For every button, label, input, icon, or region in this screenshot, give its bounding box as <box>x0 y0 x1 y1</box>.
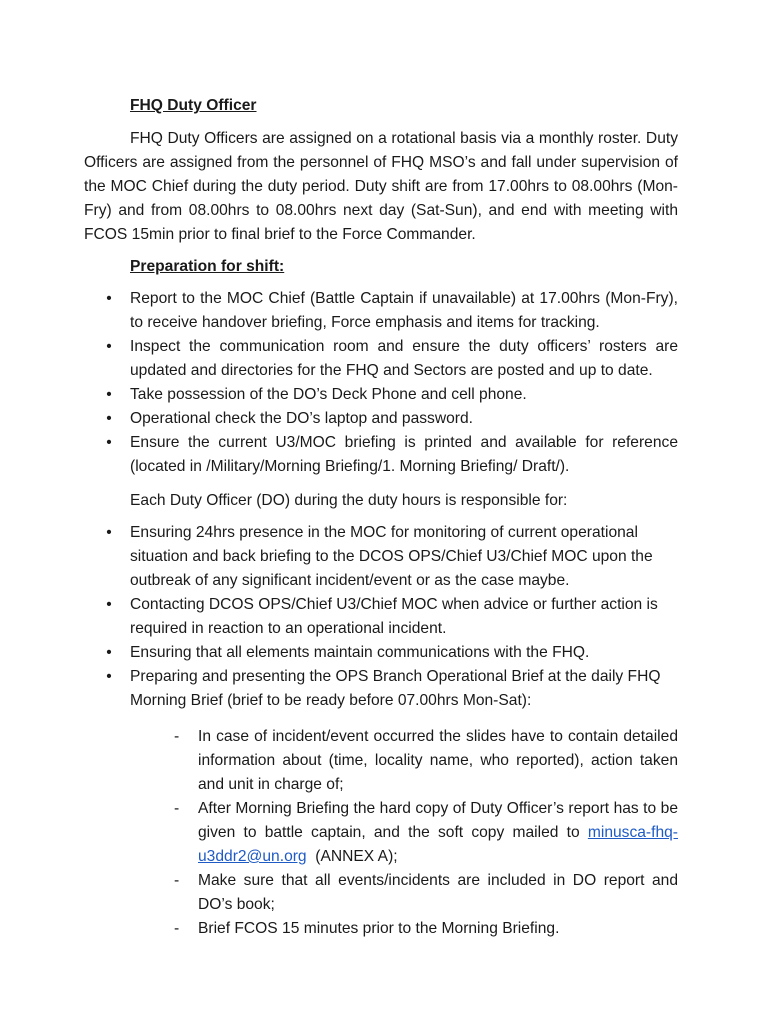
responsibilities-list <box>84 521 678 713</box>
list-item-text: Preparing and presenting the OPS Branch Operational Brief at the daily FHQ Morning Brief (brief to be ready before 07.00hrs Mon-Sat): <box>130 668 661 709</box>
list-item-text: Contacting DCOS OPS/Chief U3/Chief MOC when advice or further action is required in reaction to an operational incident. <box>130 596 658 637</box>
responsibilities-intro: Each Duty Officer (DO) during the duty hours is responsible for: <box>130 492 568 509</box>
dash-icon: - <box>174 800 180 817</box>
document-title: FHQ Duty Officer <box>130 97 257 114</box>
list-item-text: Ensuring 24hrs presence in the MOC for monitoring of current operational situation and back briefing to the DCOS OPS/Chief U3/Chief MOC upon the outbreak of any significant incident/event or as the case maybe. <box>130 524 653 589</box>
dash-icon: - <box>174 872 180 889</box>
list-item <box>84 383 678 407</box>
list-item <box>84 665 678 713</box>
sub-list-item-text: In case of incident/event occurred the slides have to contain detailed information about (time, locality name, who reported), action taken and unit in charge of; <box>198 728 678 793</box>
list-item <box>84 521 678 593</box>
list-item-text: Ensure the current U3/MOC briefing is printed and available for reference (located in /Military/Morning Briefing/1. Morning Briefing/ Draft/). <box>130 434 678 475</box>
sub-list-item <box>84 917 678 941</box>
list-item <box>84 287 678 335</box>
preparation-list <box>84 287 678 479</box>
annex-reference: (ANNEX A); <box>306 848 398 865</box>
bullet-icon: • <box>106 386 112 403</box>
list-item <box>84 431 678 479</box>
bullet-icon: • <box>106 290 112 307</box>
bullet-icon: • <box>106 596 112 613</box>
list-item-text: Inspect the communication room and ensure the duty officers’ rosters are updated and directories for the FHQ and Sectors are posted and up to date. <box>130 338 678 379</box>
list-item-text: Report to the MOC Chief (Battle Captain if unavailable) at 17.00hrs (Mon-Fry), to receive handover briefing, Force emphasis and items for tracking. <box>130 290 678 331</box>
sub-list-item <box>84 869 678 917</box>
bullet-icon: • <box>106 668 112 685</box>
sub-list-item-text: Brief FCOS 15 minutes prior to the Morning Briefing. <box>198 920 560 937</box>
dash-icon: - <box>174 728 180 745</box>
bullet-icon: • <box>106 524 112 541</box>
list-item <box>84 641 678 665</box>
sub-list-item-text: Make sure that all events/incidents are included in DO report and DO’s book; <box>198 872 678 913</box>
list-item <box>84 335 678 383</box>
bullet-icon: • <box>106 338 112 355</box>
list-item-text: Ensuring that all elements maintain communications with the FHQ. <box>130 644 590 661</box>
list-item <box>84 593 678 641</box>
list-item-text: Operational check the DO’s laptop and password. <box>130 410 473 427</box>
dash-icon: - <box>174 920 180 937</box>
email-link[interactable]: minusca-fhq-u3ddr2@un.org <box>198 824 678 865</box>
preparation-heading: Preparation for shift: <box>130 258 285 275</box>
sub-list-item <box>84 725 678 797</box>
sub-list-item-text: After Morning Briefing the hard copy of Duty Officer’s report has to be given to battle captain, and the soft copy mailed to <box>198 800 678 841</box>
intro-paragraph: FHQ Duty Officers are assigned on a rotational basis via a monthly roster. Duty Officers are assigned from the personnel of FHQ MSO’s and fall under supervision of the MOC Chief during the duty period. Duty shift are from 17.00hrs to 08.00hrs (Mon-Fry) and from 08.00hrs to 08.00hrs next day (Sat-Sun), and end with meeting with FCOS 15min prior to final brief to the Force Commander. <box>84 130 678 243</box>
brief-sub-list <box>84 725 678 941</box>
bullet-icon: • <box>106 410 112 427</box>
list-item <box>84 407 678 431</box>
list-item-text: Take possession of the DO’s Deck Phone and cell phone. <box>130 386 527 403</box>
bullet-icon: • <box>106 644 112 661</box>
sub-list-item <box>84 797 678 869</box>
bullet-icon: • <box>106 434 112 451</box>
